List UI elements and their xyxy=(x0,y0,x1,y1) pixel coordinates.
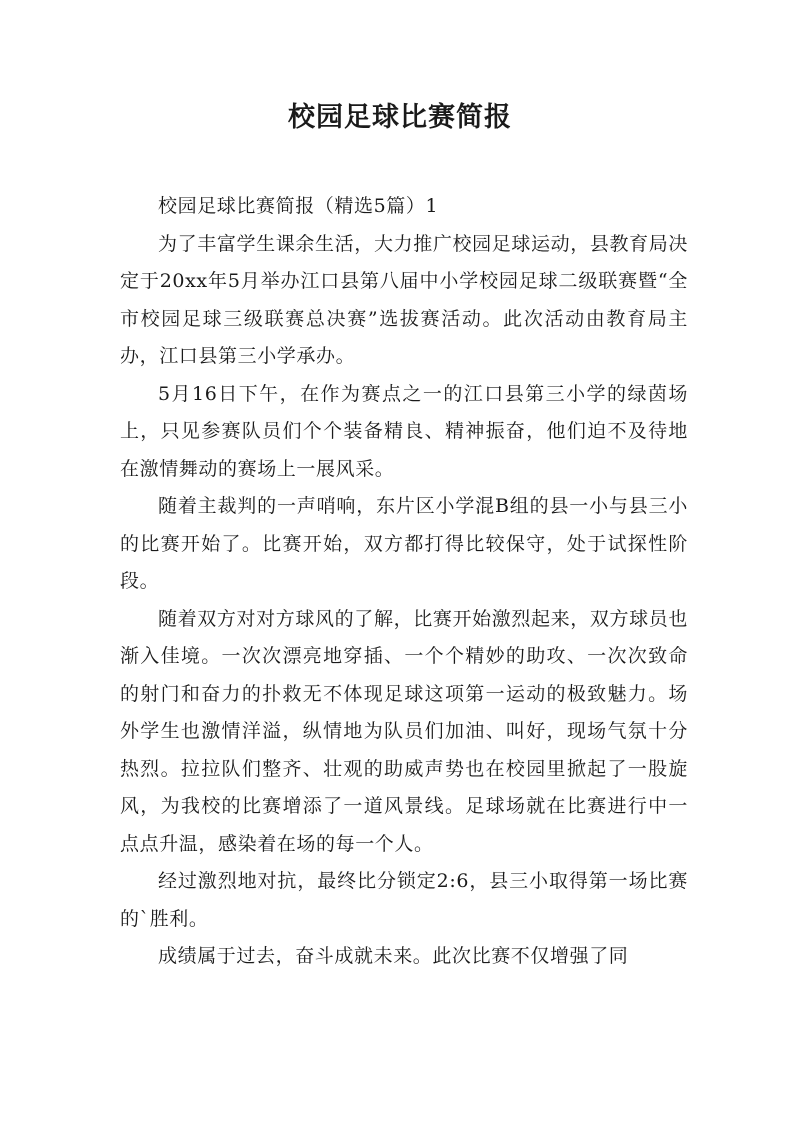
document-body xyxy=(120,188,688,976)
body-paragraph-6: 成绩属于过去，奋斗成就未来。此次比赛不仅增强了同 xyxy=(158,945,629,967)
body-paragraph-4: 随着双方对对方球风的了解，比赛开始激烈起来，双方球员也渐入佳境。一次次漂亮地穿插、一个个精妙的助攻、一次次致命的射门和奋力的扑救无不体现足球这项第一运动的极致魅力。场外学生也激情洋溢，纵情地为队员们加油、叫好，现场气氛十分热烈。拉拉队们整齐、壮观的助威声势也在校园里掀起了一股旋风，为我校的比赛增添了一道风景线。足球场就在比赛进行中一点点升温，感染着在场的每一个人。 xyxy=(120,607,688,855)
body-paragraph-5: 经过激烈地对抗，最终比分锁定2:6，县三小取得第一场比赛的`胜利。 xyxy=(120,870,688,930)
body-paragraph-3: 随着主裁判的一声哨响，东片区小学混B组的县一小与县三小的比赛开始了。比赛开始，双方都打得比较保守，处于试探性阶段。 xyxy=(120,495,688,592)
body-paragraph-1: 为了丰富学生课余生活，大力推广校园足球运动，县教育局决定于20xx年5月举办江口县第八届中小学校园足球二级联赛暨“全市校园足球三级联赛总决赛”选拔赛活动。此次活动由教育局主办，江口县第三小学承办。 xyxy=(120,232,688,367)
document-title: 校园足球比赛简报 xyxy=(288,102,512,133)
subtitle-paragraph: 校园足球比赛简报（精选5篇）1 xyxy=(158,195,439,217)
body-paragraph-2: 5月16日下午，在作为赛点之一的江口县第三小学的绿茵场上，只见参赛队员们个个装备精良、精神振奋，他们迫不及待地在激情舞动的赛场上一展风采。 xyxy=(120,382,688,480)
